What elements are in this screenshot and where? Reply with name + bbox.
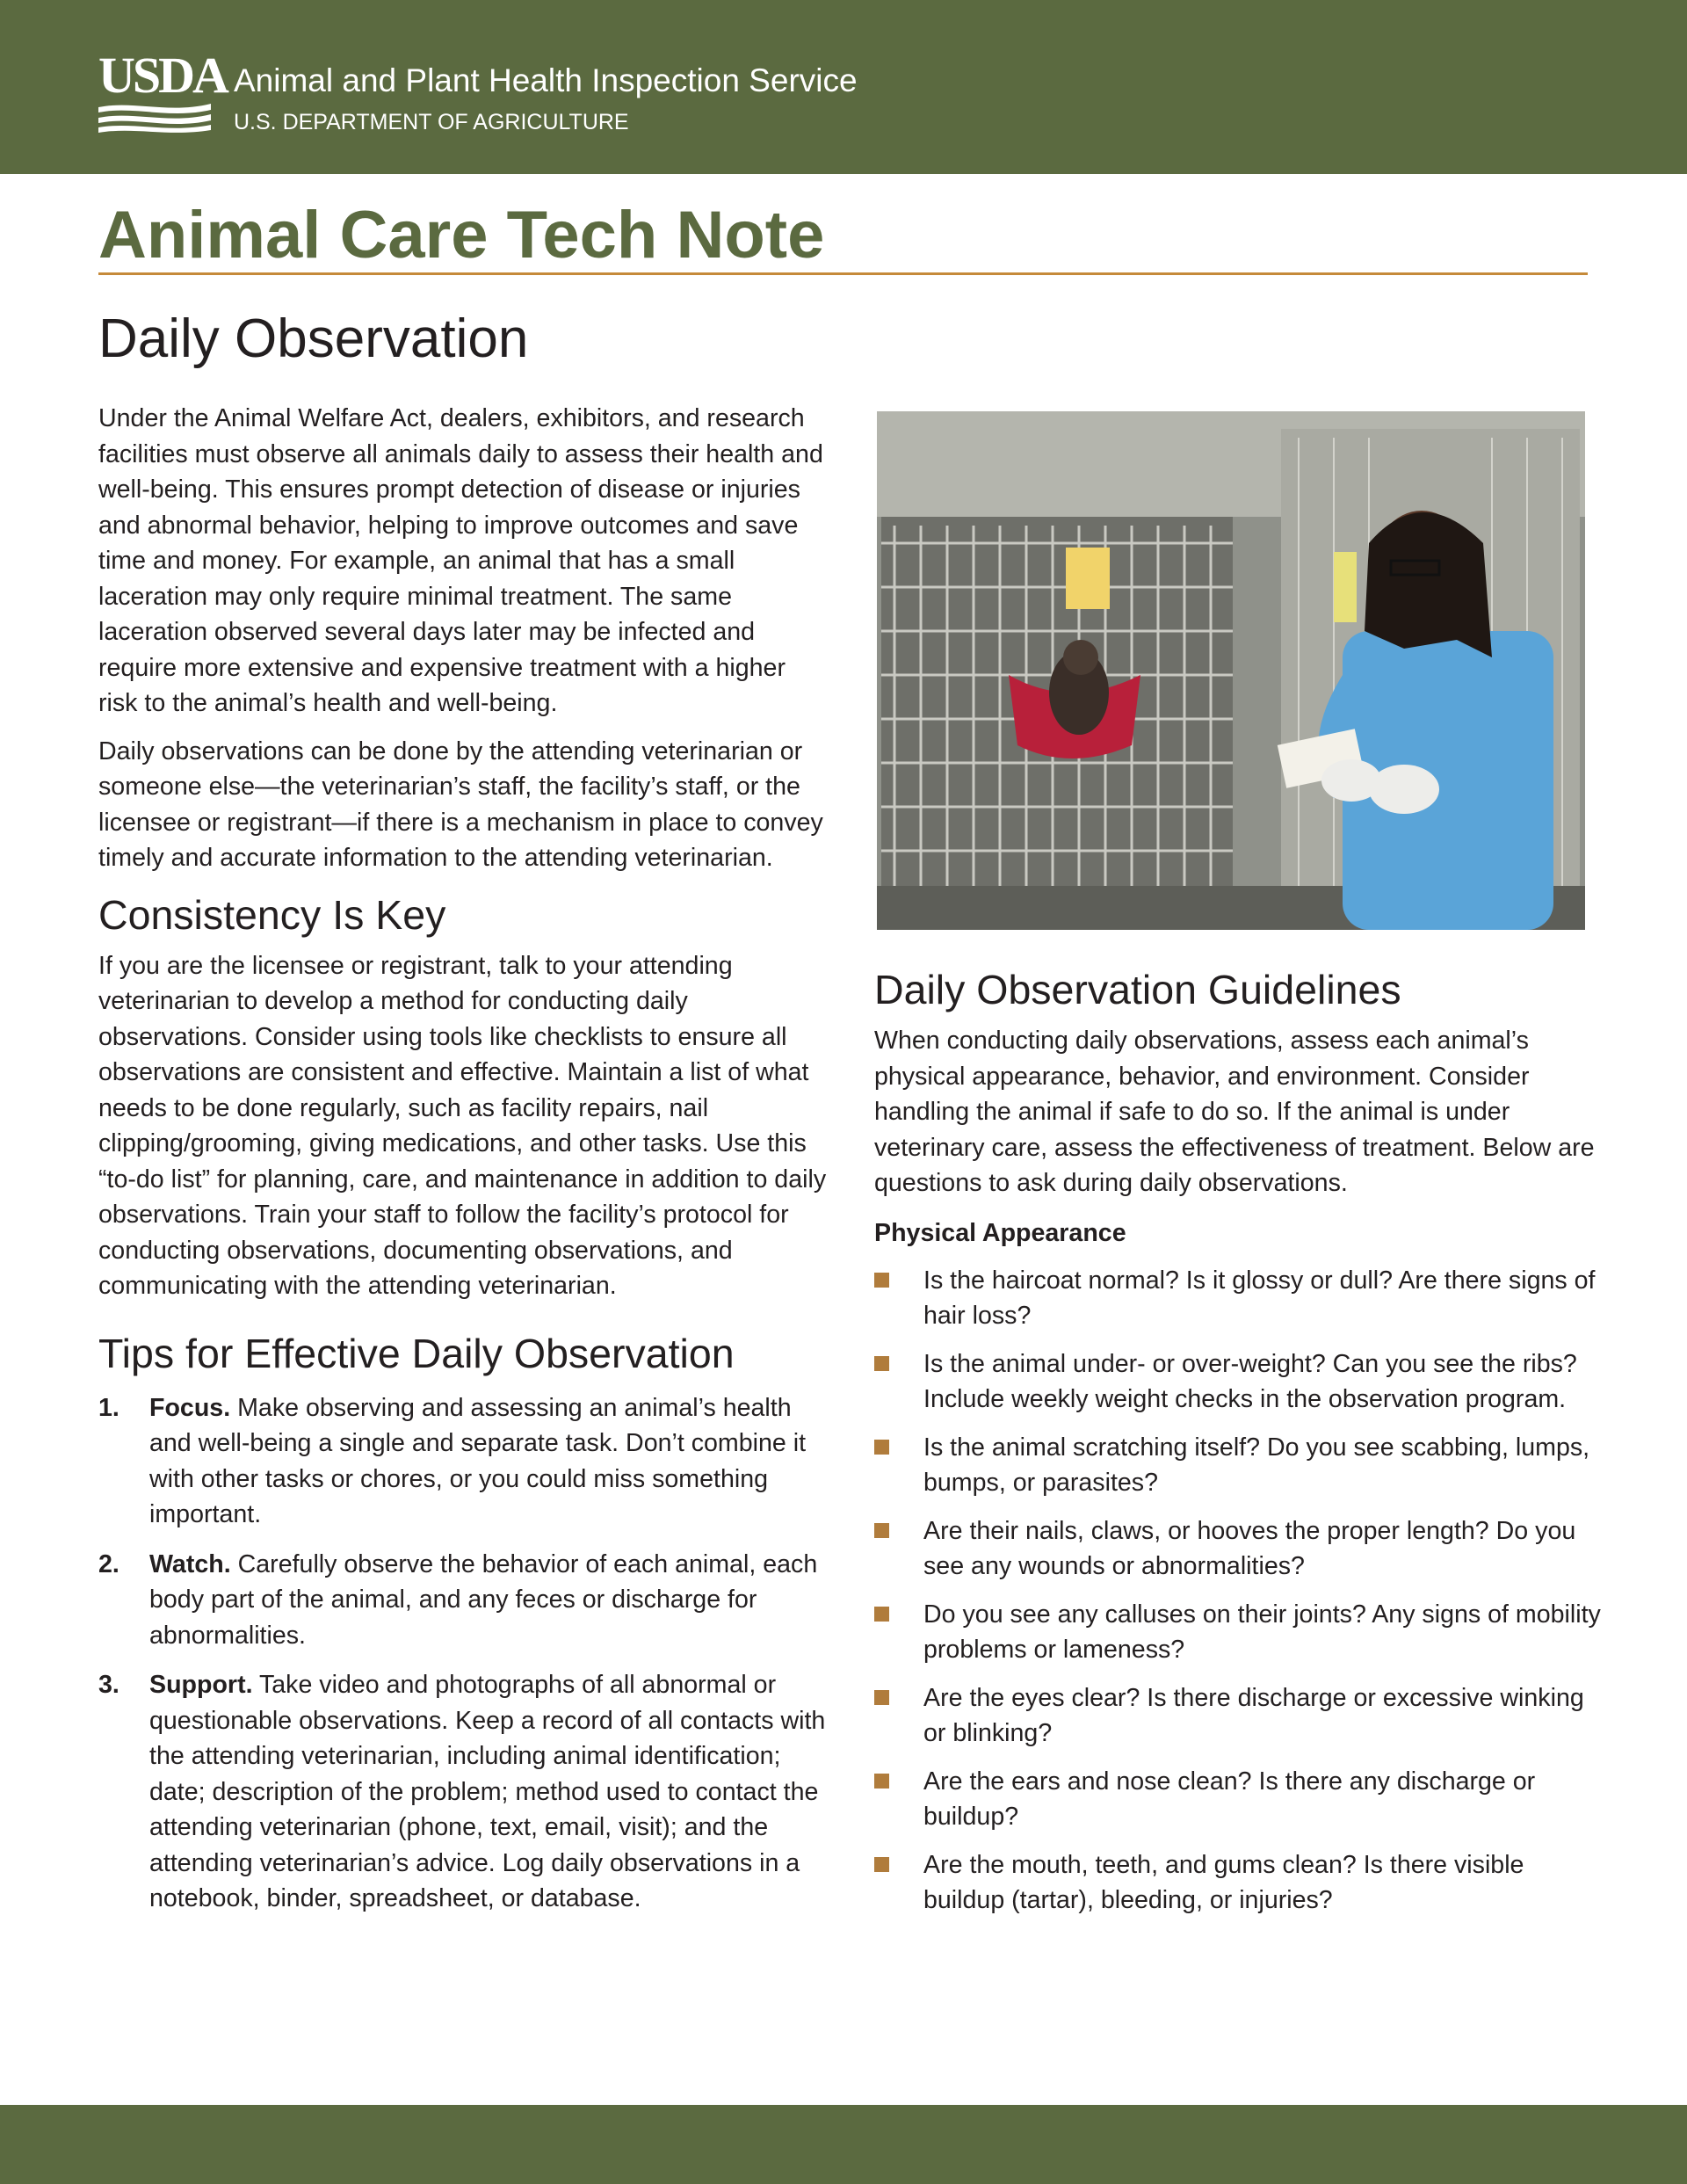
list-item-text: Are their nails, claws, or hooves the proper length? Do you see any wounds or abnormalities? — [923, 1516, 1576, 1580]
square-bullet-icon — [874, 1690, 889, 1705]
list-item-text: Are the ears and nose clean? Is there any discharge or buildup? — [923, 1767, 1536, 1831]
list-item-text: Is the animal scratching itself? Do you see scabbing, lumps, bumps, or parasites? — [923, 1433, 1590, 1497]
list-item-text: Are the mouth, teeth, and gums clean? Is there visible buildup (tartar), bleeding, or injuries? — [923, 1850, 1524, 1914]
footer-bar — [0, 2105, 1687, 2184]
square-bullet-icon — [874, 1273, 889, 1288]
list-item — [874, 1847, 1604, 1919]
list-item — [874, 1680, 1604, 1752]
square-bullet-icon — [874, 1774, 889, 1789]
list-item — [874, 1430, 1604, 1501]
list-item — [874, 1263, 1604, 1334]
intro-paragraph-2: Daily observations can be done by the attending veterinarian or someone else—the veterinarian’s staff, the facility’s staff, or the licensee or registrant—if there is a mechanism in place to convey timely and accurate information to the attending veterinarian. — [98, 736, 823, 872]
list-item — [874, 1513, 1604, 1585]
physical-appearance-heading: Physical Appearance — [874, 1218, 1126, 1247]
left-column — [98, 401, 828, 1931]
list-item — [874, 1597, 1604, 1668]
agency-name: Animal and Plant Health Inspection Service — [234, 62, 858, 98]
list-item-text: Are the eyes clear? Is there discharge or excessive winking or blinking? — [923, 1683, 1584, 1747]
caretaker-photo — [877, 411, 1585, 930]
usda-waves-icon — [98, 102, 211, 134]
list-item-text: Do you see any calluses on their joints? Any signs of mobility problems or lameness? — [923, 1600, 1601, 1664]
tip-item-focus — [98, 1390, 828, 1533]
list-item — [874, 1346, 1604, 1418]
tips-heading: Tips for Effective Daily Observation — [98, 1330, 735, 1376]
usda-logo-text: USDA — [98, 47, 227, 104]
tip-lead: Watch. — [149, 1549, 231, 1578]
tip-number: 3. — [98, 1671, 119, 1699]
tips-list — [98, 1390, 828, 1917]
tip-text: Take video and photographs of all abnormal or questionable observations. Keep a record of all contacts with the attending veterinarian, including animal identification; date; description of the problem; method used to contact the attending veterinarian (phone, text, email, visit); and the attending veterinarian’s advice. Log daily observations in a notebook, binder, spreadsheet, or database. — [149, 1671, 826, 1912]
consistency-paragraph: If you are the licensee or registrant, talk to your attending veterinarian to develop a method for conducting daily observations. Consider using tools like checklists to ensure all observations are consistent and effective. Maintain a list of what needs to be done regularly, such as facility repairs, nail clipping/grooming, giving medications, and other tasks. Use this “to-do list” for planning, care, and maintenance in addition to daily observations. Train your staff to follow the facility’s protocol for conducting observations, documenting observations, and communicating with the attending veterinarian. — [98, 951, 827, 1300]
tip-lead: Support. — [149, 1671, 253, 1699]
tip-text: Make observing and assessing an animal’s health and well-being a single and separate task. Don’t combine it with other tasks or chores, or you could miss something important. — [149, 1393, 807, 1528]
square-bullet-icon — [874, 1523, 889, 1538]
list-item — [874, 1764, 1604, 1835]
usda-logo — [98, 47, 227, 134]
square-bullet-icon — [874, 1607, 889, 1622]
caretaker-photo-illustration — [877, 411, 1585, 930]
document-type-heading: Animal Care Tech Note — [98, 198, 825, 272]
guidelines-heading: Daily Observation Guidelines — [874, 967, 1401, 1012]
square-bullet-icon — [874, 1857, 889, 1872]
tip-item-watch — [98, 1547, 828, 1654]
tip-number: 2. — [98, 1549, 119, 1578]
tip-lead: Focus. — [149, 1393, 231, 1422]
intro-paragraph-1: Under the Animal Welfare Act, dealers, exhibitors, and research facilities must observe all animals daily to assess their health and well-being. This ensures prompt detection of disease or injuries and abnormal behavior, helping to improve outcomes and save time and money. For example, an animal that has a small laceration may only require minimal treatment. The same laceration observed several days later may be infected and require more extensive and expensive treatment with a higher risk to the animal’s health and well-being. — [98, 404, 823, 717]
tip-number: 1. — [98, 1393, 119, 1422]
list-item-text: Is the animal under- or over-weight? Can you see the ribs? Include weekly weight checks in the observation program. — [923, 1349, 1577, 1413]
header-bar — [0, 0, 1687, 174]
page-title: Daily Observation — [98, 308, 529, 369]
title-divider — [98, 272, 1588, 275]
tip-text: Carefully observe the behavior of each animal, each body part of the animal, and any feces or discharge for abnormalities. — [149, 1549, 818, 1650]
tip-item-support — [98, 1667, 828, 1917]
square-bullet-icon — [874, 1440, 889, 1455]
physical-appearance-list — [874, 1263, 1604, 1919]
list-item-text: Is the haircoat normal? Is it glossy or dull? Are there signs of hair loss? — [923, 1266, 1596, 1330]
guidelines-intro: When conducting daily observations, assess each animal’s physical appearance, behavior, and environment. Consider handling the animal if safe to do so. If the animal is under veterinary care, assess the effectiveness of treatment. Below are questions to ask during daily observations. — [874, 1027, 1595, 1197]
right-column — [874, 963, 1604, 1931]
square-bullet-icon — [874, 1356, 889, 1371]
consistency-heading: Consistency Is Key — [98, 891, 446, 938]
department-name: U.S. DEPARTMENT OF AGRICULTURE — [234, 110, 629, 134]
